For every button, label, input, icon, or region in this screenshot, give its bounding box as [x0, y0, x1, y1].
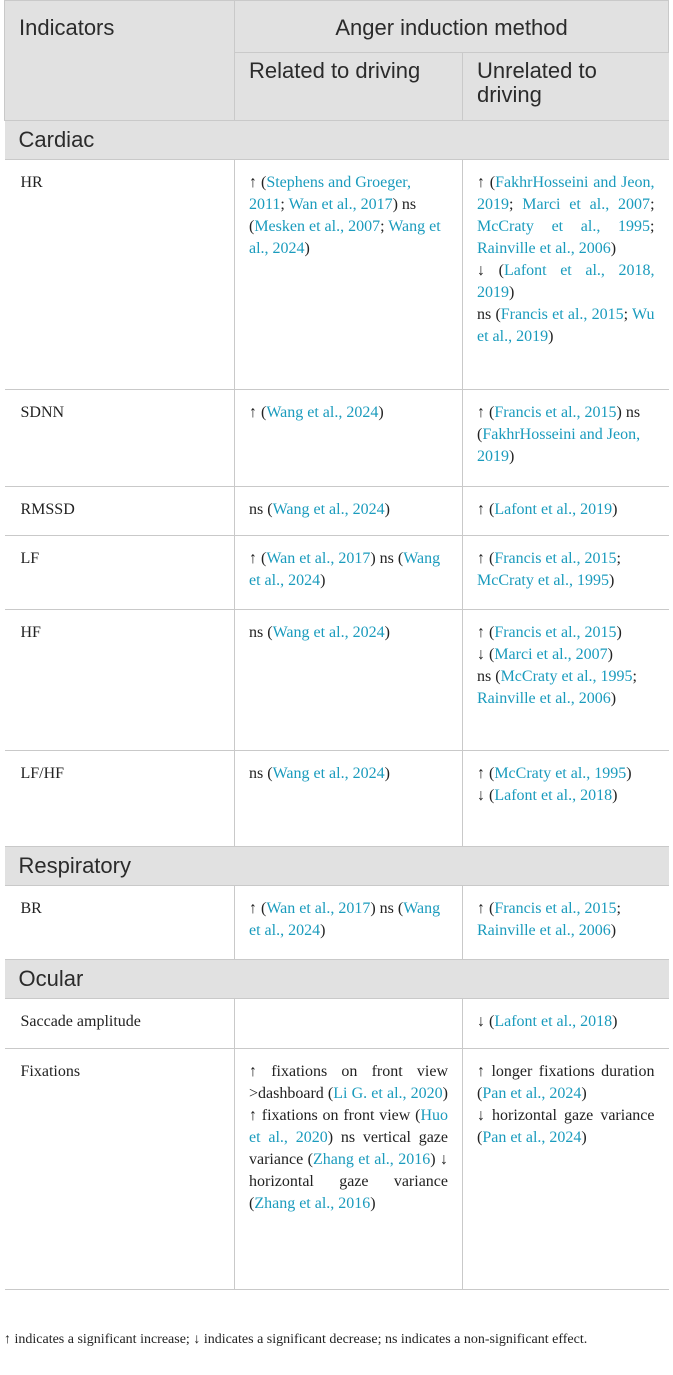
header-related-to-driving: Related to driving [235, 53, 463, 121]
cell-text: ) [370, 1195, 376, 1212]
section-row-ocular [5, 960, 669, 999]
cell-text: ) [320, 922, 326, 939]
citation-link[interactable]: FakhrHosseini and Jeon, 2019 [477, 426, 641, 465]
table-row-rmssd [5, 487, 669, 536]
citation-link[interactable]: Wang et al., 2024 [266, 404, 379, 421]
saccade-unrelated [463, 999, 669, 1049]
table-row-fixations [5, 1049, 669, 1290]
citation-link[interactable]: Rainville et al., 2006 [477, 690, 611, 707]
cell-text: ; [280, 196, 289, 213]
table-row-hf [5, 610, 669, 751]
citation-link[interactable]: Wan et al., 2017 [288, 196, 393, 213]
cell-text: ) ↑ fixations on front view ( [249, 1085, 448, 1124]
cell-text: ↓ horizontal gaze variance ( [477, 1107, 655, 1146]
citation-link[interactable]: Wu et al., 2019 [477, 306, 655, 345]
cell-text: ) [607, 646, 613, 663]
rmssd-related [235, 487, 463, 536]
sdnn-unrelated [463, 390, 669, 487]
citation-link[interactable]: McCraty et al., 1995 [477, 218, 651, 235]
cell-text: ↓ ( [477, 262, 504, 279]
saccade-related [235, 999, 463, 1049]
cell-text: ) [626, 765, 632, 782]
citation-link[interactable]: Stephens and Groeger, 2011 [249, 174, 411, 213]
cell-text: ) [581, 1085, 587, 1102]
indicator-lfhf: LF/HF [5, 751, 235, 847]
section-row-cardiac [5, 121, 669, 160]
cell-text: ↑ ( [249, 404, 267, 421]
citation-link[interactable]: Wang et al., 2024 [249, 218, 441, 257]
cell-text: ) [610, 240, 617, 257]
cell-text: ; [650, 218, 655, 235]
sdnn-related [235, 390, 463, 487]
cell-text: ) [384, 501, 390, 518]
citation-link[interactable]: Lafont et al., 2018, 2019 [477, 262, 655, 301]
citation-link[interactable]: Francis et al., 2015 [494, 900, 617, 917]
cell-text: ) [320, 572, 326, 589]
cell-text: ) ns ( [370, 900, 404, 917]
indicator-saccade-amplitude: Saccade amplitude [5, 999, 235, 1049]
cell-text: ; [623, 306, 633, 323]
citation-link[interactable]: Pan et al., 2024 [482, 1129, 582, 1146]
header-unrelated-to-driving: Unrelated to driving [463, 53, 669, 121]
table-row-lfhf [5, 751, 669, 847]
citation-link[interactable]: Zhang et al., 2016 [312, 1151, 431, 1168]
cell-text: ; [650, 196, 655, 213]
citation-link[interactable]: Francis et al., 2015 [494, 624, 617, 641]
cell-text: ↑ fixations on front view >dashboard ( [249, 1063, 448, 1102]
cell-text: ↓ ( [477, 787, 495, 804]
section-respiratory: Respiratory [5, 847, 669, 886]
header-row [5, 1, 669, 53]
cell-text: ↑ ( [477, 404, 495, 421]
cell-text: ; [632, 668, 637, 685]
lf-related [235, 536, 463, 610]
citation-link[interactable]: Pan et al., 2024 [482, 1085, 582, 1102]
table-row-hr [5, 160, 669, 390]
cell-text: ) [378, 404, 384, 421]
cell-text: ; [616, 900, 621, 917]
cell-text: ) [610, 922, 617, 939]
citation-link[interactable]: Wan et al., 2017 [266, 900, 371, 917]
cell-text: ) ns ( [477, 404, 641, 443]
indicator-fixations: Fixations [5, 1049, 235, 1290]
citation-link[interactable]: Lafont et al., 2018 [494, 787, 613, 804]
cell-text: ns ( [477, 306, 501, 323]
cell-text: ; [616, 550, 621, 567]
cell-text: ) ns ( [370, 550, 404, 567]
table-row-br [5, 886, 669, 960]
cell-text: ↑ ( [477, 765, 495, 782]
hf-unrelated [463, 610, 669, 751]
cell-text: ) [509, 448, 515, 465]
cell-text: ) [612, 1013, 618, 1030]
table-row-lf [5, 536, 669, 610]
indicator-sdnn: SDNN [5, 390, 235, 487]
citation-link[interactable]: McCraty et al., 1995 [494, 765, 627, 782]
citation-link[interactable]: Mesken et al., 2007 [254, 218, 381, 235]
lfhf-unrelated [463, 751, 669, 847]
citation-link[interactable]: Wang et al., 2024 [272, 624, 385, 641]
citation-link[interactable]: Rainville et al., 2006 [477, 922, 611, 939]
citation-link[interactable]: Wang et al., 2024 [272, 501, 385, 518]
cell-text: ) [616, 624, 622, 641]
fixations-related [235, 1049, 463, 1290]
lfhf-related [235, 751, 463, 847]
indicator-br: BR [5, 886, 235, 960]
lf-unrelated [463, 536, 669, 610]
cell-text: ↑ ( [477, 624, 495, 641]
citation-link[interactable]: Marci et al., 2007 [522, 196, 651, 213]
table-footnote: ↑ indicates a significant increase; ↓ indicates a significant decrease; ns indicates a non-significant effect. [4, 1332, 588, 1347]
citation-link[interactable]: Wang et al., 2024 [272, 765, 385, 782]
cell-text: ) [384, 765, 390, 782]
cell-text: ) ns vertical gaze variance ( [249, 1129, 449, 1168]
cell-text: ns ( [477, 668, 501, 685]
cell-text: ↑ ( [477, 550, 495, 567]
citation-link[interactable]: Wan et al., 2017 [266, 550, 371, 567]
citation-link[interactable]: Marci et al., 2007 [494, 646, 608, 663]
cell-text: ; [380, 218, 389, 235]
cell-text: ) [581, 1129, 587, 1146]
cell-text: ns ( [249, 765, 273, 782]
cell-text: ) [509, 284, 515, 301]
section-row-respiratory [5, 847, 669, 886]
cell-text: ↑ ( [477, 900, 495, 917]
section-ocular: Ocular [5, 960, 669, 999]
citation-link[interactable]: Wang et al., 2024 [249, 900, 441, 939]
br-related [235, 886, 463, 960]
cell-text: ns ( [249, 624, 273, 641]
hf-related [235, 610, 463, 751]
hr-unrelated [463, 160, 669, 390]
header-indicators: Indicators [5, 1, 235, 121]
hr-related [235, 160, 463, 390]
br-unrelated [463, 886, 669, 960]
citation-link[interactable]: Lafont et al., 2018 [494, 1013, 613, 1030]
cell-text: ↑ ( [249, 550, 267, 567]
cell-text: ↑ ( [249, 900, 267, 917]
cell-text: ↑ ( [477, 501, 495, 518]
citation-link[interactable]: Francis et al., 2015 [500, 306, 624, 323]
citation-link[interactable]: Rainville et al., 2006 [477, 240, 611, 257]
cell-text: ) [548, 328, 554, 345]
cell-text: ) [612, 787, 618, 804]
citation-link[interactable]: Lafont et al., 2019 [494, 501, 613, 518]
cell-text: ) [610, 690, 617, 707]
indicator-rmssd: RMSSD [5, 487, 235, 536]
cell-text: ↑ ( [477, 174, 496, 191]
table-row-saccade-amplitude [5, 999, 669, 1049]
indicators-table [4, 0, 669, 1290]
cell-text: ns ( [249, 501, 273, 518]
indicator-hr: HR [5, 160, 235, 390]
citation-link[interactable]: Li G. et al., 2020 [333, 1085, 443, 1102]
section-cardiac: Cardiac [5, 121, 669, 160]
citation-link[interactable]: McCraty et al., 1995 [477, 572, 609, 589]
indicator-lf: LF [5, 536, 235, 610]
cell-text: ↓ ( [477, 1013, 495, 1030]
citation-link[interactable]: Zhang et al., 2016 [254, 1195, 371, 1212]
cell-text: ) [612, 501, 618, 518]
cell-text: ) [608, 572, 615, 589]
cell-text: ; [509, 196, 523, 213]
cell-text: ) [304, 240, 310, 257]
citation-link[interactable]: Huo et al., 2020 [249, 1107, 448, 1146]
citation-link[interactable]: McCraty et al., 1995 [500, 668, 633, 685]
citation-link[interactable]: FakhrHosseini and Jeon, 2019 [477, 174, 655, 213]
citation-link[interactable]: Francis et al., 2015 [494, 550, 617, 567]
indicator-hf: HF [5, 610, 235, 751]
fixations-unrelated [463, 1049, 669, 1290]
citation-link[interactable]: Francis et al., 2015 [494, 404, 617, 421]
citation-link[interactable]: Wang et al., 2024 [249, 550, 441, 589]
cell-text: ↑ longer fixations duration ( [477, 1063, 655, 1102]
cell-text: ↓ ( [477, 646, 495, 663]
cell-text: ) [384, 624, 390, 641]
header-anger-induction-method: Anger induction method [235, 1, 669, 53]
table-row-sdnn [5, 390, 669, 487]
cell-text: ↑ ( [249, 174, 267, 191]
cell-text: ) ↓ horizontal gaze variance ( [249, 1151, 448, 1212]
rmssd-unrelated [463, 487, 669, 536]
cell-text: ) ns ( [249, 196, 417, 235]
